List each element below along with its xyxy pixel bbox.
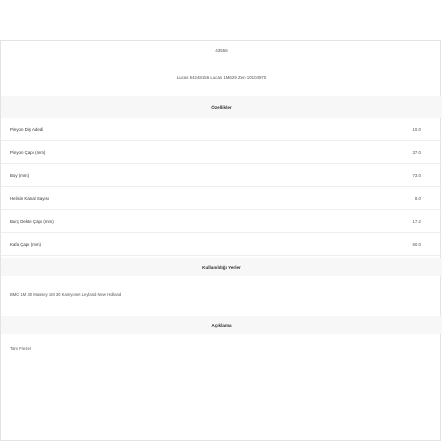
spec-row-helix-grooves [1, 187, 442, 210]
spec-label: Burç Dekte Çapı (mm) [10, 219, 54, 224]
spec-label: Kafa Çapı (mm) [10, 242, 41, 247]
spec-value: 73.0 [412, 173, 421, 178]
spec-label: Helisin Kanal Sayısı [10, 196, 50, 201]
product-spec-card [0, 40, 441, 441]
usage-heading [1, 258, 442, 276]
spec-row-pinion-diameter [1, 141, 442, 164]
compatibility-codes: Lucas 54248156 Lucas 1M629 Zen 10104970 [176, 75, 267, 80]
features-table [1, 118, 442, 256]
product-code: 43556 [215, 48, 228, 53]
spec-value: 60.0 [412, 242, 421, 247]
spec-value: 8.0 [414, 196, 421, 201]
spec-row-head-diameter [1, 233, 442, 256]
spec-label: Pinyon Çapı (mm) [10, 150, 46, 155]
description-text: Tam Frezer [10, 346, 32, 351]
spec-value: 10.0 [412, 127, 421, 132]
spec-row-bushing-diameter [1, 210, 442, 233]
spec-label: Boy (mm) [10, 173, 30, 178]
description-heading-label: Açıklama [211, 322, 232, 328]
features-heading-label: Özellikler [211, 104, 232, 110]
features-heading [1, 96, 442, 118]
spec-row-pinion-teeth [1, 118, 442, 141]
usage-heading-label: Kullanıldığı Yerler [202, 264, 241, 270]
description-heading [1, 316, 442, 334]
spec-value: 37.0 [412, 150, 421, 155]
usage-text: BMC 1M 30 Massey 1M 30 Kamyonet Leyland New Holland [10, 292, 122, 297]
spec-value: 17.2 [412, 219, 421, 224]
spec-row-length [1, 164, 442, 187]
spec-label: Pinyon Diş Adedi [10, 127, 44, 132]
